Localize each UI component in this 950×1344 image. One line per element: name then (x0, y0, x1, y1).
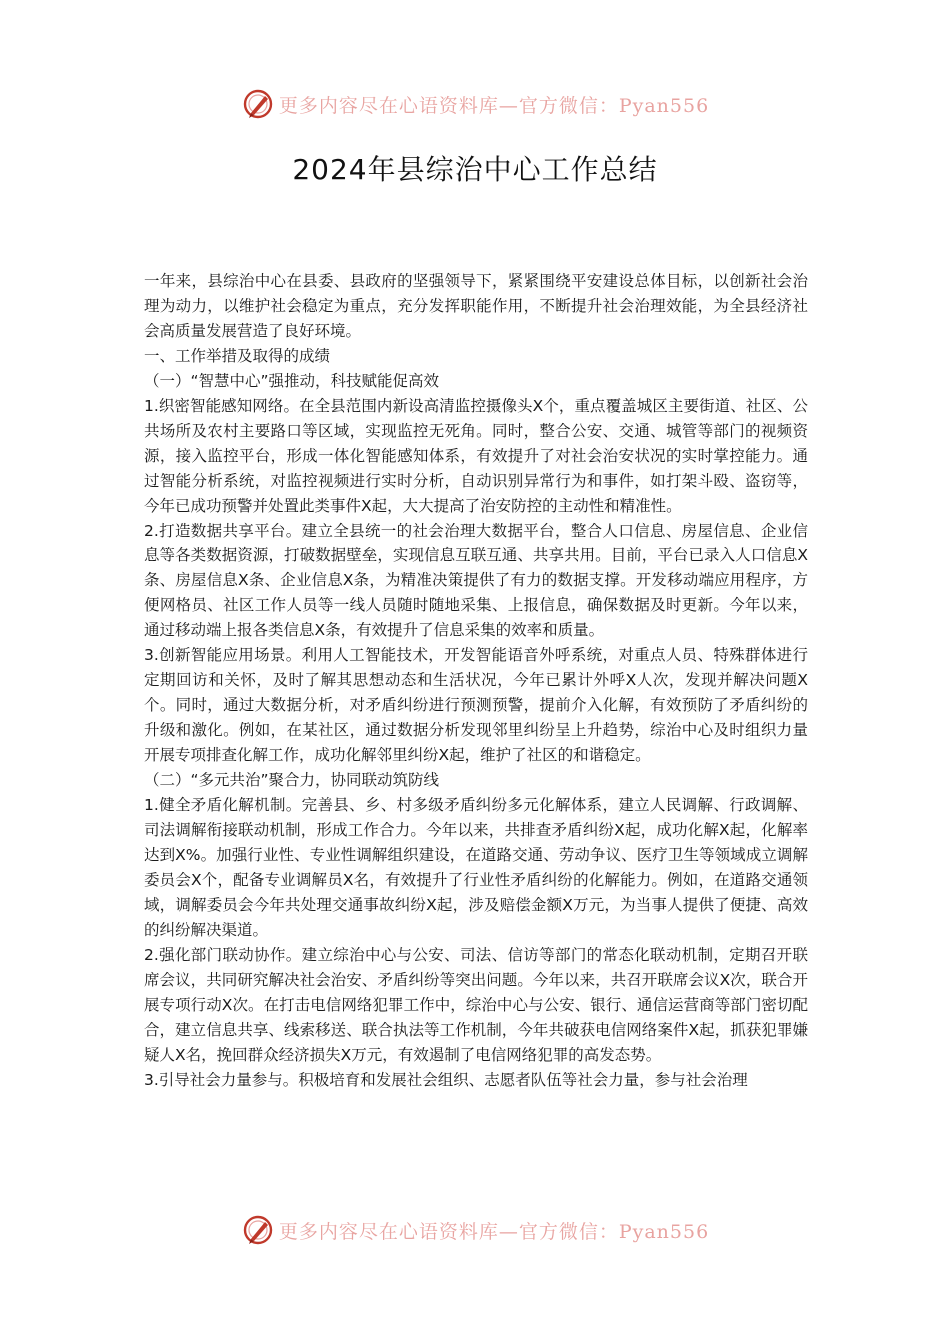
body-paragraph: 3.引导社会力量参与。积极培育和发展社会组织、志愿者队伍等社会力量，参与社会治理 (144, 1070, 748, 1089)
body-paragraph: 3.创新智能应用场景。利用人工智能技术，开发智能语音外呼系统，对重点人员、特殊群体进行定期回访和关怀，及时了解其思想动态和生活状况，今年已累计外呼X人次，发现并解决问题X个。同时，通过大数据分析，对矛盾纠纷进行预测预警，提前介入化解，有效预防了矛盾纠纷的升级和激化。例如，在某社区，通过数据分析发现邻里纠纷呈上升趋势，综治中心及时组织力量开展专项排查化解工作，成功化解邻里纠纷X起，维护了社区的和谐稳定。 (144, 646, 808, 765)
watermark-text: 更多内容尽在心语资料库—官方微信：Pyan556 (278, 94, 710, 117)
document-title: 2024年县综治中心工作总结 (292, 153, 658, 186)
subsection-heading-2: （二）“多元共治”聚合力，协同联动筑防线 (144, 771, 440, 790)
subsection-heading-1: （一）“智慧中心”强推动，科技赋能促高效 (144, 371, 440, 390)
body-paragraph: 2.打造数据共享平台。建立全县统一的社会治理大数据平台，整合人口信息、房屋信息、企业信息等各类数据资源，打破数据壁垒，实现信息互联互通、共享共用。目前，平台已录入人口信息X条、房屋信息X条、企业信息X条，为精准决策提供了有力的数据支撑。开发移动端应用程序，方便网格员、社区工作人员等一线人员随时随地采集、上报信息，确保数据及时更新。今年以来，通过移动端上报各类信息X条，有效提升了信息采集的效率和质量。 (144, 521, 808, 640)
body-paragraph: 1.织密智能感知网络。在全县范围内新设高清监控摄像头X个，重点覆盖城区主要街道、社区、公共场所及农村主要路口等区域，实现监控无死角。同时，整合公安、交通、城管等部门的视频资源，接入监控平台，形成一体化智能感知体系，有效提升了对社会治安状况的实时掌控能力。通过智能分析系统，对监控视频进行实时分析，自动识别异常行为和事件，如打架斗殴、盗窃等，今年已成功预警并处置此类事件X起，大大提高了治安防控的主动性和精准性。 (144, 396, 808, 515)
watermark-text: 更多内容尽在心语资料库—官方微信：Pyan556 (278, 1220, 710, 1243)
pen-circle-logo-icon (241, 87, 275, 121)
body-paragraph: 1.健全矛盾化解机制。完善县、乡、村多级矛盾纠纷多元化解体系，建立人民调解、行政调解、司法调解衔接联动机制，形成工作合力。今年以来，共排查矛盾纠纷X起，成功化解X起，化解率达到X%。加强行业性、专业性调解组织建设，在道路交通、劳动争议、医疗卫生等领域成立调解委员会X个，配备专业调解员X名，有效提升了行业性矛盾纠纷的化解能力。例如，在道路交通领域，调解委员会今年共处理交通事故纠纷X起，涉及赔偿金额X万元，为当事人提供了便捷、高效的纠纷解决渠道。 (144, 796, 808, 939)
pen-circle-logo-icon (241, 1213, 275, 1247)
body-paragraph: 2.强化部门联动协作。建立综治中心与公安、司法、信访等部门的常态化联动机制，定期召开联席会议，共同研究解决社会治安、矛盾纠纷等突出问题。今年以来，共召开联席会议X次，联合开展专项行动X次。在打击电信网络犯罪工作中，综治中心与公安、银行、通信运营商等部门密切配合，建立信息共享、线索移送、联合执法等工作机制，今年共破获电信网络案件X起，抓获犯罪嫌疑人X名，挽回群众经济损失X万元，有效遏制了电信网络犯罪的高发态势。 (144, 945, 808, 1064)
section-heading-1: 一、工作举措及取得的成绩 (144, 346, 331, 365)
watermark-banner-bottom (0, 1210, 950, 1250)
intro-paragraph: 一年来，县综治中心在县委、县政府的坚强领导下，紧紧围绕平安建设总体目标，以创新社会治理为动力，以维护社会稳定为重点，充分发挥职能作用，不断提升社会治理效能，为全县经济社会高质量发展营造了良好环境。 (144, 272, 808, 340)
watermark-banner-top (0, 84, 950, 124)
document-body (144, 269, 808, 1092)
